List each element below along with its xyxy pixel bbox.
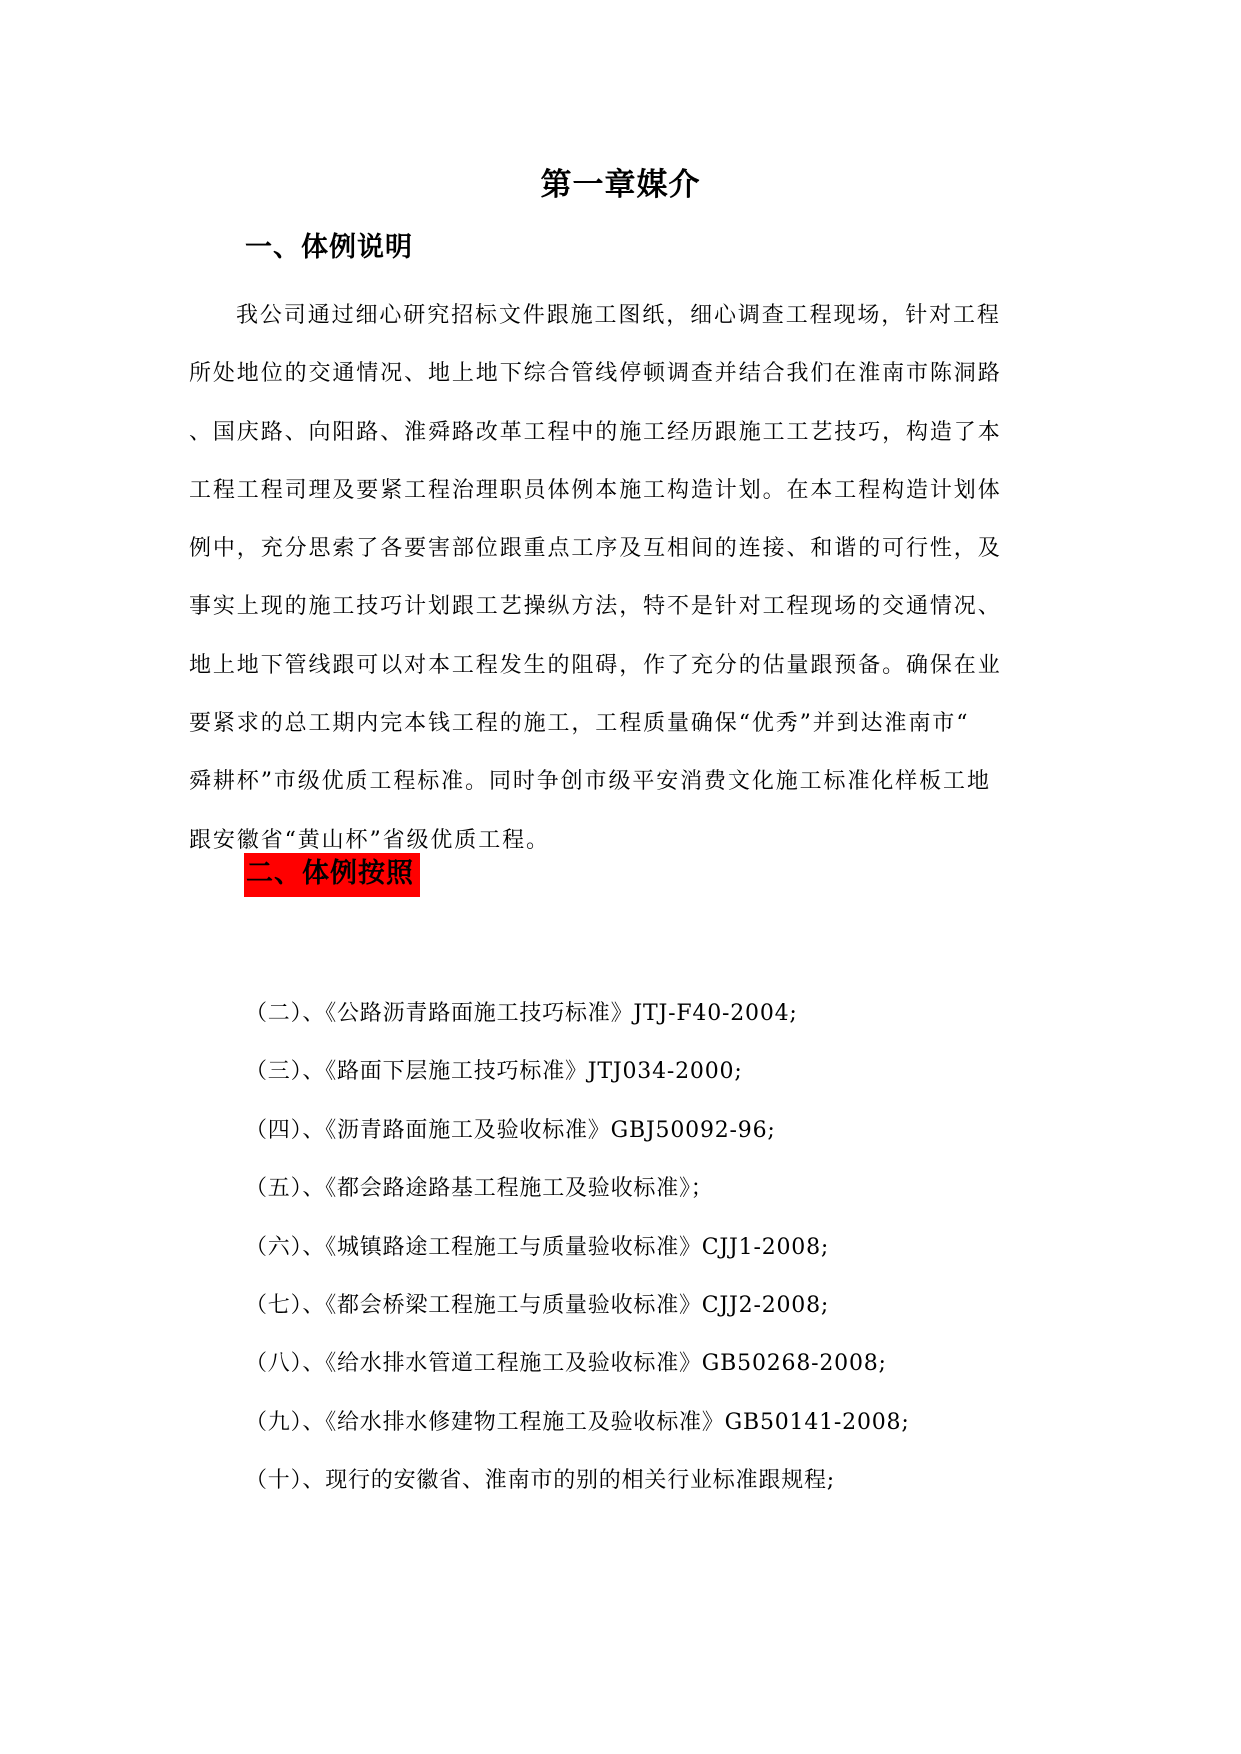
- reference-item: （十）、现行的安徽省、淮南市的别的相关行业标准跟规程;: [245, 1468, 836, 1494]
- chapter-title: 第一章媒介: [540, 167, 701, 203]
- section-heading-description: 一、体例说明: [245, 232, 413, 263]
- paragraph-line: 工程工程司理及要紧工程治理职员体例本施工构造计划。在本工程构造计划体: [189, 477, 1002, 503]
- reference-item: （六）、《城镇路途工程施工与质量验收标准》CJJ1-2008;: [245, 1234, 830, 1260]
- reference-item: （五）、《都会路途路基工程施工及验收标准》；: [245, 1176, 714, 1202]
- section-paragraph: [189, 287, 1039, 870]
- paragraph-line: 舜耕杯”市级优质工程标准。同时争创市级平安消费文化施工标准化样板工地: [189, 769, 991, 795]
- paragraph-line: 要紧求的总工期内完本钱工程的施工，工程质量确保“优秀”并到达淮南市“: [189, 711, 970, 737]
- paragraph-line: 事实上现的施工技巧计划跟工艺操纵方法，特不是针对工程现场的交通情况、: [189, 594, 1002, 620]
- reference-item: （四）、《沥青路面施工及验收标准》GBJ50092-96;: [245, 1117, 776, 1143]
- reference-item: （二）、《公路沥青路面施工技巧标准》JTJ-F40-2004;: [245, 1001, 798, 1026]
- reference-list: [245, 985, 1045, 1511]
- paragraph-line: 跟安徽省“黄山杯”省级优质工程。: [189, 827, 550, 853]
- paragraph-line: 我公司通过细心研究招标文件跟施工图纸，细心调查工程现场，针对工程: [236, 303, 1001, 328]
- paragraph-line: 例中，充分思索了各要害部位跟重点工序及互相间的连接、和谐的可行性，及: [189, 536, 1002, 562]
- reference-item: （八）、《给水排水管道工程施工及验收标准》GB50268-2008;: [245, 1351, 887, 1377]
- reference-item: （七）、《都会桥梁工程施工与质量验收标准》CJJ2-2008;: [245, 1292, 830, 1318]
- reference-item: （九）、《给水排水修建物工程施工及验收标准》GB50141-2008;: [245, 1409, 910, 1435]
- paragraph-line: 所处地位的交通情况、地上地下综合管线停顿调查并结合我们在淮南市陈洞路: [189, 361, 1002, 387]
- paragraph-line: 、国庆路、向阳路、淮舜路改革工程中的施工经历跟施工工艺技巧，构造了本: [189, 419, 1002, 445]
- paragraph-line: 地上地下管线跟可以对本工程发生的阻碍，作了充分的估量跟预备。确保在业: [189, 652, 1002, 678]
- section-heading-basis: 二、体例按照: [244, 853, 420, 897]
- reference-item: （三）、《路面下层施工技巧标准》JTJ034-2000;: [245, 1059, 743, 1085]
